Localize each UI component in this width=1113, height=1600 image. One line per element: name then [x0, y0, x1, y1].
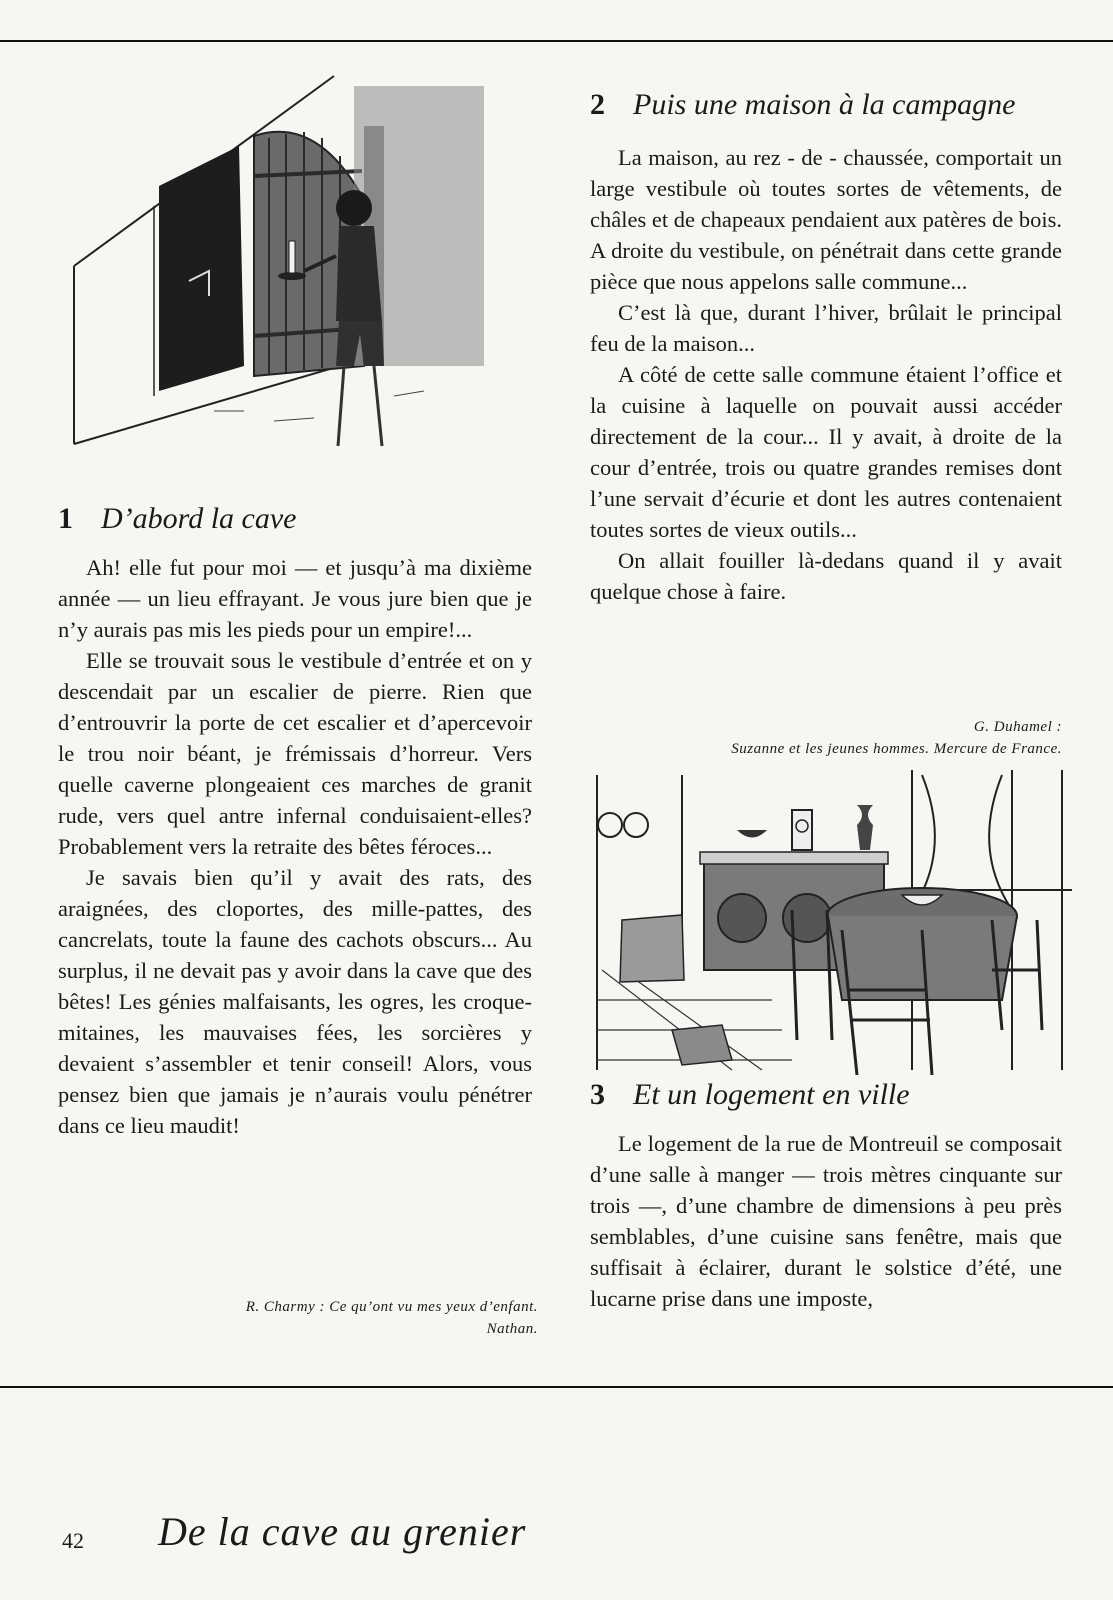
section-2-paragraph: La maison, au rez - de - chaussée, comportait un large vestibule où toutes sortes de vêtements, de châles et de chapeaux pendaient aux patères de bois. A droite du vestibule, on pénétrait dans cette grande pièce que nous appelons salle commune...: [590, 145, 1062, 294]
section-2-paragraph: A côté de cette salle commune étaient l’office et la cuisine à laquelle on pouvait aussi accéder directement de la cour... Il y avait, à droite de la cour d’entrée, trois ou quatre grandes remises dont l’une servait d’écurie et dont les autres contenaient toutes sortes de vieux outils...: [590, 362, 1062, 542]
section-2-paragraph: C’est là que, durant l’hiver, brûlait le principal feu de la maison...: [590, 300, 1062, 356]
section-2-credit-publisher: Suzanne et les jeunes hommes. Mercure de France.: [731, 741, 1062, 757]
section-2-paragraph: On allait fouiller là-dedans quand il y avait quelque chose à faire.: [590, 548, 1062, 604]
section-1-number: 1: [58, 502, 73, 535]
section-1-credit-author: R. Charmy : Ce qu’ont vu mes yeux d’enfant.: [245, 1299, 538, 1315]
section-2-number: 2: [590, 88, 605, 121]
section-2-title: Puis une maison à la campagne: [633, 88, 1016, 121]
cellar-door-illustration: [64, 66, 534, 466]
dining-room-illustration: [592, 770, 1072, 1090]
section-1-paragraph: Je savais bien qu’il y avait des rats, des araignées, des cloportes, des mille-pattes, des cancrelats, toute la faune des cachots obscurs... Au surplus, il ne devait pas y avoir dans la cave que des bêtes! Les génies malfaisants, les ogres, les croque-mitaines, les mauvaises fées, les sorcières y devaient s’assembler et tenir conseil! Alors, vous pensez bien que jamais je n’aurais voulu pénétrer dans ce lieu maudit!: [58, 865, 532, 1138]
bottom-rule: [0, 1386, 1113, 1388]
section-1-credit-publisher: Nathan.: [486, 1321, 538, 1337]
section-3-paragraph: Le logement de la rue de Montreuil se composait d’une salle à manger — trois mètres cinquante sur trois —, d’une chambre de dimensions à peu près semblables, d’une cuisine sans fenêtre, mais que suffisait à éclairer, durant le solstice d’été, une lucarne prise dans une imposte,: [590, 1131, 1062, 1311]
section-1-heading: [58, 502, 297, 536]
section-2-body: [590, 142, 1062, 607]
section-3-body: [590, 1128, 1062, 1314]
section-2-heading: [590, 88, 1015, 122]
section-1-title: D’abord la cave: [101, 502, 297, 535]
top-rule: [0, 40, 1113, 42]
section-2-credit-author: G. Duhamel :: [973, 719, 1062, 735]
section-3-heading: [590, 1078, 910, 1112]
section-1-body: [58, 552, 532, 1141]
section-1-credit: [246, 1296, 538, 1340]
section-1-paragraph: Elle se trouvait sous le vestibule d’entrée et on y descendait par un escalier de pierre. Rien que d’entrouvrir la porte de cet escalier et d’apercevoir le trou noir béant, je frémissais d’horreur. Vers quelle caverne plongeaient ces marches de granit rude, vers quel antre infernal conduisaient-elles? Probablement vers la retraite des bêtes féroces...: [58, 648, 532, 859]
section-2-credit: [731, 716, 1062, 760]
section-3-number: 3: [590, 1078, 605, 1111]
chapter-title: De la cave au grenier: [158, 1509, 527, 1554]
page-number: 42: [62, 1528, 84, 1553]
section-3-title: Et un logement en ville: [633, 1078, 910, 1111]
section-1-paragraph: Ah! elle fut pour moi — et jusqu’à ma dixième année — un lieu effrayant. Je vous jure bien que je n’y aurais pas mis les pieds pour un empire!...: [58, 555, 532, 642]
